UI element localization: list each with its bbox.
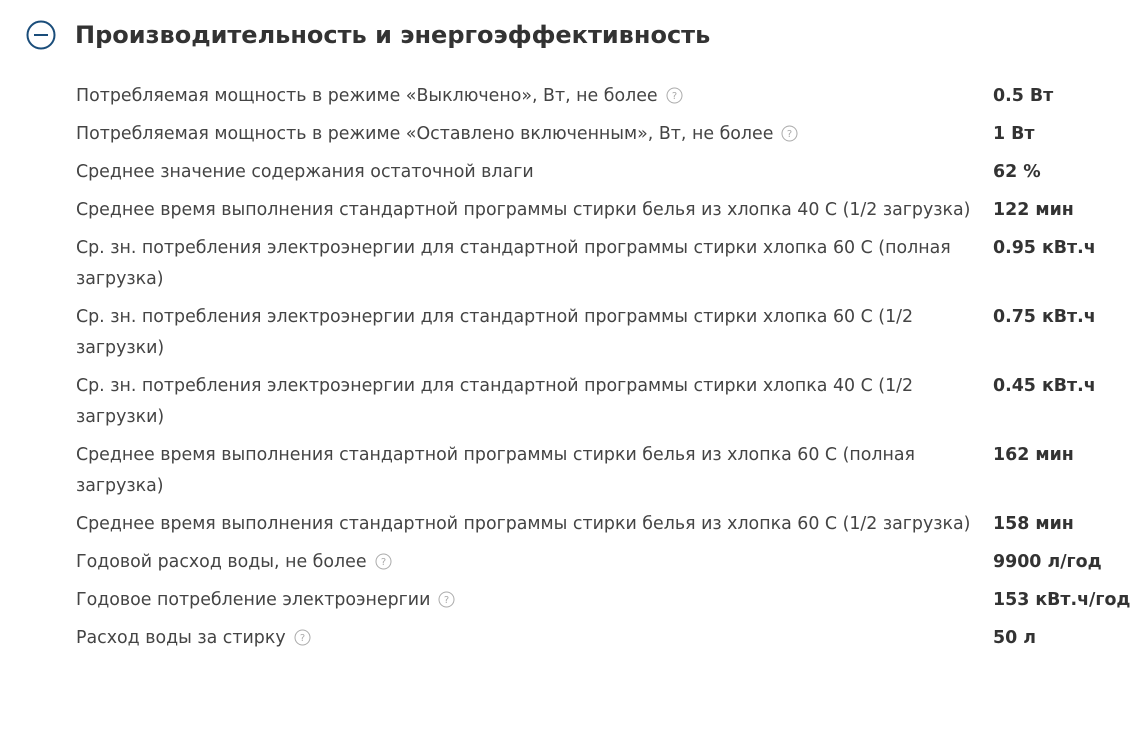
spec-value: 122 мин [993, 200, 1074, 220]
spec-name [76, 195, 976, 226]
spec-name [76, 233, 976, 295]
spec-value: 158 мин [993, 514, 1074, 534]
spec-value: 153 кВт.ч/год [993, 590, 1131, 610]
spec-name-text: Потребляемая мощность в режиме «Выключено», Вт, не более [76, 86, 658, 106]
spec-row [76, 192, 1144, 230]
svg-text:?: ? [380, 557, 386, 568]
spec-value: 62 % [993, 162, 1041, 182]
spec-row [76, 116, 1144, 154]
spec-row [76, 368, 1144, 437]
spec-name [76, 119, 976, 150]
spec-row [76, 582, 1144, 620]
spec-value: 9900 л/год [993, 552, 1102, 572]
svg-text:?: ? [671, 91, 677, 102]
spec-row [76, 506, 1144, 544]
spec-name-text: Среднее время выполнения стандартной программы стирки белья из хлопка 40 С (1/2 загрузка) [76, 200, 971, 220]
section-title: Производительность и энергоэффективность [75, 21, 711, 49]
spec-row [76, 437, 1144, 506]
spec-value: 0.95 кВт.ч [993, 238, 1096, 258]
spec-value: 0.5 Вт [993, 86, 1054, 106]
spec-value: 1 Вт [993, 124, 1035, 144]
spec-row [76, 78, 1144, 116]
spec-name-text: Ср. зн. потребления электроэнергии для стандартной программы стирки хлопка 60 С (1/2 загрузки) [76, 307, 914, 358]
spec-row [76, 299, 1144, 368]
spec-name-text: Потребляемая мощность в режиме «Оставлено включенным», Вт, не более [76, 124, 774, 144]
question-circle-icon[interactable] [375, 553, 392, 570]
minus-circle-icon[interactable] [26, 20, 56, 50]
spec-name [76, 623, 976, 654]
spec-name [76, 585, 976, 616]
spec-name [76, 547, 976, 578]
question-circle-icon[interactable] [781, 125, 798, 142]
question-circle-icon[interactable] [666, 87, 683, 104]
spec-row [76, 620, 1144, 658]
spec-name [76, 509, 976, 540]
svg-text:?: ? [299, 633, 305, 644]
question-circle-icon[interactable] [294, 629, 311, 646]
spec-value: 50 л [993, 628, 1036, 648]
spec-name-text: Среднее значение содержания остаточной влаги [76, 162, 534, 182]
spec-name [76, 157, 976, 188]
spec-row [76, 544, 1144, 582]
spec-name [76, 81, 976, 112]
spec-name-text: Среднее время выполнения стандартной программы стирки белья из хлопка 60 С (1/2 загрузка) [76, 514, 971, 534]
spec-row [76, 230, 1144, 299]
spec-name-text: Ср. зн. потребления электроэнергии для стандартной программы стирки хлопка 60 С (полная загрузка) [76, 238, 951, 289]
spec-name-text: Среднее время выполнения стандартной программы стирки белья из хлопка 60 С (полная загрузка) [76, 445, 915, 496]
svg-text:?: ? [787, 129, 793, 140]
spec-name-text: Расход воды за стирку [76, 628, 286, 648]
spec-value: 162 мин [993, 445, 1074, 465]
spec-name [76, 371, 976, 433]
question-circle-icon[interactable] [438, 591, 455, 608]
spec-list [76, 78, 1144, 658]
spec-name [76, 440, 976, 502]
spec-name-text: Годовое потребление электроэнергии [76, 590, 431, 610]
spec-value: 0.45 кВт.ч [993, 376, 1096, 396]
spec-row [76, 154, 1144, 192]
spec-name-text: Ср. зн. потребления электроэнергии для стандартной программы стирки хлопка 40 С (1/2 загрузки) [76, 376, 914, 427]
spec-name [76, 302, 976, 364]
spec-value: 0.75 кВт.ч [993, 307, 1096, 327]
svg-text:?: ? [444, 595, 450, 606]
spec-name-text: Годовой расход воды, не более [76, 552, 367, 572]
section-header-toggle[interactable] [26, 20, 710, 50]
